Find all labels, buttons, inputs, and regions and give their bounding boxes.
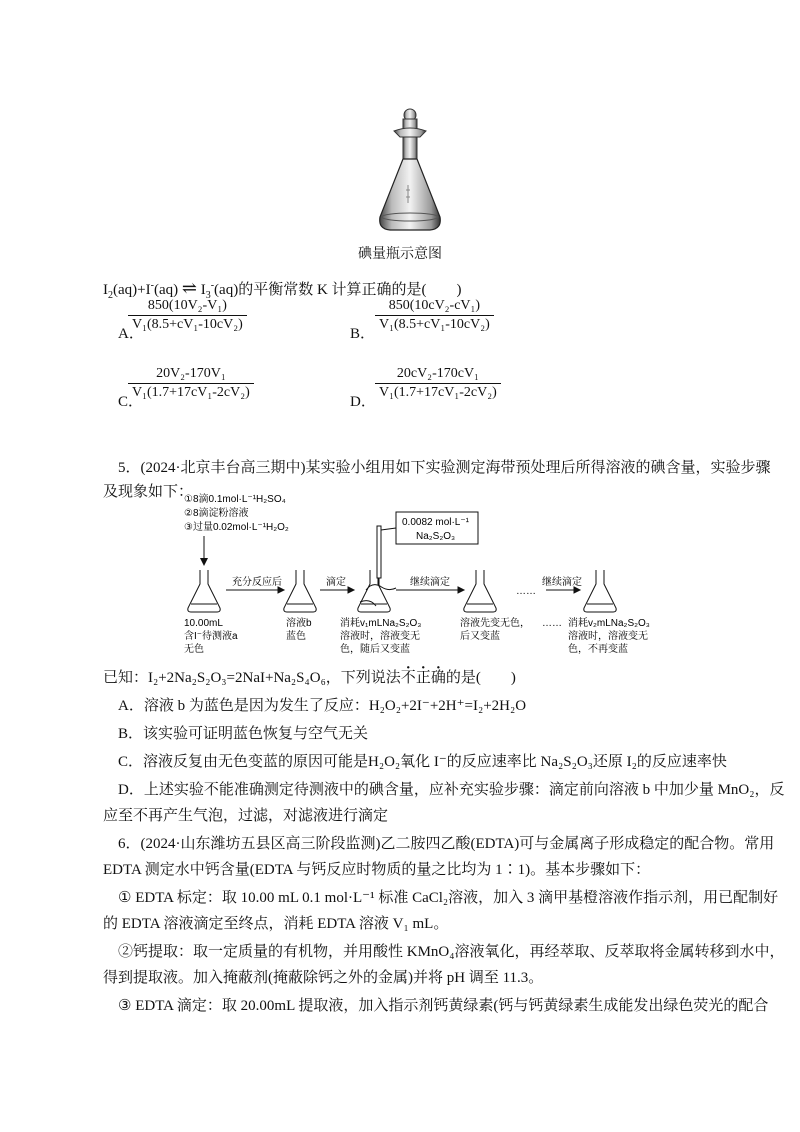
equilibrium-question: $I_2(aq)+I^-(aq)$ ⇌ $I_3^-(aq)$的平衡常数 K 计算正确的是( ) [103,278,462,301]
q6-line-5: ②钙提取：取一定质量的有机物，并用酸性 KMnO₄溶液氧化，再经萃取、反萃取将金属转移到水中， [118,944,785,960]
flask-caption: 碘量瓶示意图 [358,247,442,262]
q6-line-3: ① EDTA 标定：取 10.00 mL 0.1 mol·L⁻¹ 标准 CaCl₂溶液，加入 3 滴甲基橙溶液作指示剂，用已配制好 [118,890,779,906]
q6-line-1: 6．(2024·山东潍坊五县区高三阶段监测)乙二胺四乙酸(EDTA)可与金属离子形成稳定的配合物。常用 [118,836,775,852]
q5-option-d-cont: 应至不再产生气泡，过滤，对滤液进行滴定 [103,808,389,824]
q4-option-fraction-d [375,366,501,401]
erlenmeyer-flask-2 [284,570,316,612]
q4-option-fraction-a [128,298,247,333]
fraction-denominator: V₁(1.7+17cV₁-2cV₂) [128,383,254,401]
flask-label-3-3: 色，随后又变蓝 [340,644,410,655]
q5-known-line [103,668,516,688]
reagent-3: ③过量0.02mol·L⁻¹H₂O₂ [184,522,289,533]
q4-option-label-a: A． [118,326,144,342]
flask-label-6-2: 溶液时，溶液变无 [568,631,648,642]
q6-line-4: 的 EDTA 溶液滴定至终点，消耗 EDTA 溶液 V₁ mL。 [103,916,449,932]
flask-label-1-2: 含I⁻待测液a [184,631,238,642]
fraction-denominator: V₁(8.5+cV₁-10cV₂) [128,315,247,333]
q4-option-label-b: B． [350,326,376,342]
arrow-label-3: 继续滴定 [410,577,450,588]
erlenmeyer-flask-1 [188,570,220,612]
fraction-denominator: V₁(8.5+cV₁-10cV₂) [375,315,494,333]
emphasis-char: 不 [400,670,416,686]
q4-option-fraction-c [128,366,254,401]
reagent-2: ②8滴淀粉溶液 [184,508,249,519]
flask-label-4-2: 后又变蓝 [460,631,500,642]
q5-option-d: D．上述实验不能准确测定待测液中的碘含量，应补充实验步骤：滴定前向溶液 b 中加少量 MnO₂，反 [118,782,785,798]
q5-option-b: B．该实验可证明蓝色恢复与空气无关 [118,726,369,742]
emphasis-char: 正 [415,670,431,686]
erlenmeyer-flask-3 [358,570,390,612]
known-prefix: 已知：I₂+2Na₂S₂O₃=2NaI+Na₂S₄O₆，下列说法 [103,670,401,686]
flask-label-1-3: 无色 [184,644,204,655]
q4-option-fraction-b [375,298,494,333]
flask-label-6-3: 色，不再变蓝 [568,644,628,655]
iodine-flask-illustration [370,105,450,235]
dots-mid: …… [516,586,536,597]
flask-label-3-2: 溶液时，溶液变无 [340,631,420,642]
arrow-label-2: 滴定 [326,577,346,588]
flask-label-2-1: 溶液b [286,618,312,629]
flask-label-2-2: 蓝色 [286,631,306,642]
known-suffix: 的是( ) [445,670,516,686]
q6-line-2: EDTA 测定水中钙含量(EDTA 与钙反应时物质的量之比均为 1∶1)。基本步骤如下： [103,862,651,878]
fraction-numerator: 850(10cV₂-cV₁) [388,298,481,313]
fraction-numerator: 20cV₂-170cV₁ [396,366,479,381]
flask-label-1-1: 10.00mL [184,618,223,629]
erlenmeyer-flask-4 [464,570,496,612]
q4-option-label-c: C． [118,394,144,410]
q6-line-6: 得到提取液。加入掩蔽剂(掩蔽除钙之外的金属)并将 pH 调至 11.3。 [103,970,544,986]
flask-label-6-1: 消耗v₂mLNa₂S₂O₃ [568,618,650,629]
q5-stem-line1: 5．(2024·北京丰台高三期中)某实验小组用如下实验测定海带预处理后所得溶液的碘含量，实验步骤 [118,460,771,476]
flask-label-5-1: …… [542,618,562,629]
arrow-label-4: 继续滴定 [542,577,582,588]
fraction-numerator: 850(10V₂-V₁) [147,298,227,313]
reagent-1: ①8滴0.1mol·L⁻¹H₂SO₄ [184,494,286,505]
fraction-numerator: 20V₂-170V₁ [156,366,226,381]
q4-option-label-d: D． [350,394,376,410]
flask-label-3-1: 消耗v₁mLNa₂S₂O₃ [340,618,422,629]
q5-stem-line2: 及现象如下： [103,484,194,500]
emphasis-char: 确 [430,670,446,686]
q5-option-c: C．溶液反复由无色变蓝的原因可能是H₂O₂氧化 I⁻的反应速率比 Na₂S₂O₃还原 I₂的反应速率快 [118,754,727,770]
titrant-name: Na₂S₂O₃ [416,531,456,542]
known-emphasis [401,670,446,686]
q6-line-7: ③ EDTA 滴定：取 20.00mL 提取液，加入指示剂钙黄绿素(钙与钙黄绿素生成能发出绿色荧光的配合 [118,998,769,1014]
flask-label-4-1: 溶液先变无色， [460,618,530,629]
titrant-conc: 0.0082 mol·L⁻¹ [402,517,469,528]
q5-option-a: A．溶液 b 为蓝色是因为发生了反应：H₂O₂+2I⁻+2H⁺=I₂+2H₂O [118,698,527,714]
arrow-label-1: 充分反应后 [232,577,282,588]
fraction-denominator: V₁(1.7+17cV₁-2cV₂) [375,383,501,401]
erlenmeyer-flask-6 [584,570,616,612]
q5-experiment-diagram [170,490,650,660]
